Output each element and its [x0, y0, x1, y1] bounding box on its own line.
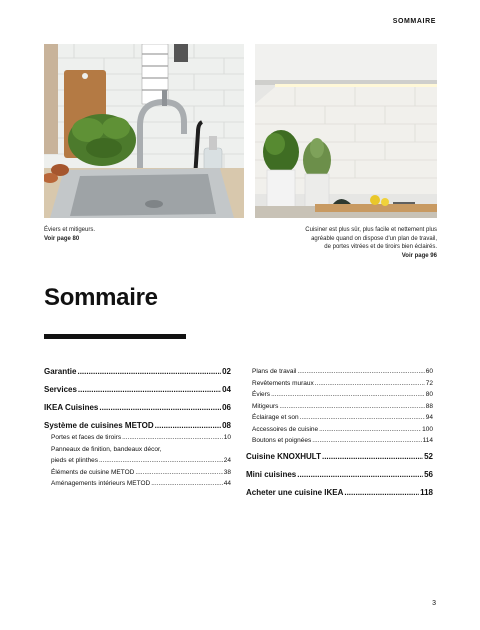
toc-entry-portes[interactable]: [44, 432, 231, 444]
toc-page: 56: [424, 469, 433, 479]
toc-entry-elements[interactable]: [44, 467, 231, 479]
toc-entry-panneaux-line-1[interactable]: Panneaux de finition, bandeaux décor,: [51, 445, 162, 453]
photo-kitchen-lighting: [255, 44, 437, 218]
toc-entry-acheter[interactable]: [246, 487, 433, 499]
toc-label: Éclairage et son: [252, 414, 299, 421]
toc-page: 24: [223, 457, 231, 464]
toc-entry-knoxhult[interactable]: [246, 451, 433, 463]
toc-entry-mini-cuisines[interactable]: [246, 469, 433, 481]
toc-entry-ikea-cuisines[interactable]: [44, 402, 231, 414]
toc-label: Plans de travail: [252, 368, 297, 375]
toc-page: 02: [222, 367, 231, 376]
toc-label: Services: [44, 385, 77, 394]
toc-entry-garantie[interactable]: [44, 366, 231, 378]
section-label: SOMMAIRE: [392, 18, 436, 25]
toc-page: 60: [425, 368, 433, 375]
toc-leader: [77, 366, 221, 378]
toc-page: 100: [422, 425, 433, 433]
toc-column-right: [246, 366, 433, 505]
toc-leader: [135, 467, 222, 479]
toc-page: 118: [420, 487, 433, 497]
caption-lighting: [268, 226, 437, 260]
toc-label: Accessoires de cuisine: [252, 425, 319, 433]
toc-page: 94: [425, 414, 433, 421]
toc-label: Éléments de cuisine METOD: [51, 468, 135, 476]
toc-leader: [312, 435, 421, 447]
toc-entry-eclairage[interactable]: [246, 412, 433, 424]
toc-leader: [279, 401, 424, 413]
caption-lighting-line-1: Cuisiner est plus sûr, plus facile et nettement plus: [305, 227, 437, 233]
toc-leader: [271, 389, 425, 401]
toc-leader: [99, 455, 223, 467]
toc-leader: [300, 412, 425, 424]
caption-sinks-page-ref[interactable]: Voir page 80: [44, 235, 80, 242]
toc-label: Boutons et poignées: [252, 437, 312, 444]
toc-label: Garantie: [44, 367, 77, 376]
toc-page: 04: [222, 385, 231, 394]
toc-column-left: [44, 366, 231, 490]
toc-entry-boutons[interactable]: [246, 435, 433, 447]
caption-sinks-text: Éviers et mitigeurs.: [44, 227, 96, 233]
toc-entry-eviers[interactable]: [246, 389, 433, 401]
toc-page: 88: [425, 402, 433, 410]
toc-label: Système de cuisines METOD: [44, 421, 154, 430]
toc-label: Cuisine KNOXHULT: [246, 451, 321, 461]
toc-leader: [122, 432, 223, 444]
caption-sinks: [44, 226, 204, 243]
caption-lighting-line-3: de portes vitrées et de tiroirs bien éclairés.: [324, 244, 437, 250]
caption-lighting-line-2: agréable quand on dispose d'un plan de travail,: [311, 235, 437, 242]
toc-label: Éviers: [252, 391, 271, 398]
title-underline: [44, 334, 186, 339]
toc-page: 38: [223, 468, 231, 476]
toc-label: Portes et faces de tiroirs: [51, 434, 122, 441]
toc-label: Revêtements muraux: [252, 379, 314, 387]
lighting-illustration: [255, 44, 437, 218]
caption-lighting-page-ref[interactable]: Voir page 96: [401, 252, 437, 259]
toc-label: Aménagements intérieurs METOD: [51, 480, 151, 487]
toc-page: 80: [425, 391, 433, 398]
toc-page: 52: [424, 451, 433, 461]
toc-label: Acheter une cuisine IKEA: [246, 487, 344, 497]
toc-entry-accessoires[interactable]: [246, 424, 433, 436]
toc-leader: [155, 420, 221, 432]
toc-page: 10: [223, 434, 231, 441]
page-title: Sommaire: [44, 284, 158, 311]
toc-leader: [319, 424, 421, 436]
toc-label: Mini cuisines: [246, 469, 297, 479]
toc-page: 08: [222, 421, 231, 430]
toc-label: pieds et plinthes: [51, 457, 98, 464]
toc-entry-revetements[interactable]: [246, 378, 433, 390]
page-number: 3: [432, 600, 436, 607]
toc-page: 06: [222, 403, 231, 412]
sink-illustration: [44, 44, 244, 218]
toc-leader: [151, 478, 223, 490]
toc-leader: [99, 402, 221, 414]
toc-entry-mitigeurs[interactable]: [246, 401, 433, 413]
toc-entry-services[interactable]: [44, 384, 231, 396]
toc-page: 44: [223, 480, 231, 487]
photo-sink-faucet: [44, 44, 244, 218]
toc-leader: [322, 451, 423, 463]
toc-entry-amenagements[interactable]: [44, 478, 231, 490]
toc-entry-plans[interactable]: [246, 366, 433, 378]
toc-label: Mitigeurs: [252, 402, 279, 410]
toc-page: 114: [422, 437, 433, 444]
toc-leader: [315, 378, 425, 390]
toc-leader: [344, 487, 419, 499]
toc-entry-panneaux-line-2[interactable]: [44, 455, 231, 467]
toc-entry-metod[interactable]: [44, 420, 231, 432]
toc-leader: [78, 384, 221, 396]
toc-label: IKEA Cuisines: [44, 403, 99, 412]
toc-page: 72: [425, 379, 433, 387]
toc-leader: [297, 366, 424, 378]
toc-leader: [297, 469, 423, 481]
